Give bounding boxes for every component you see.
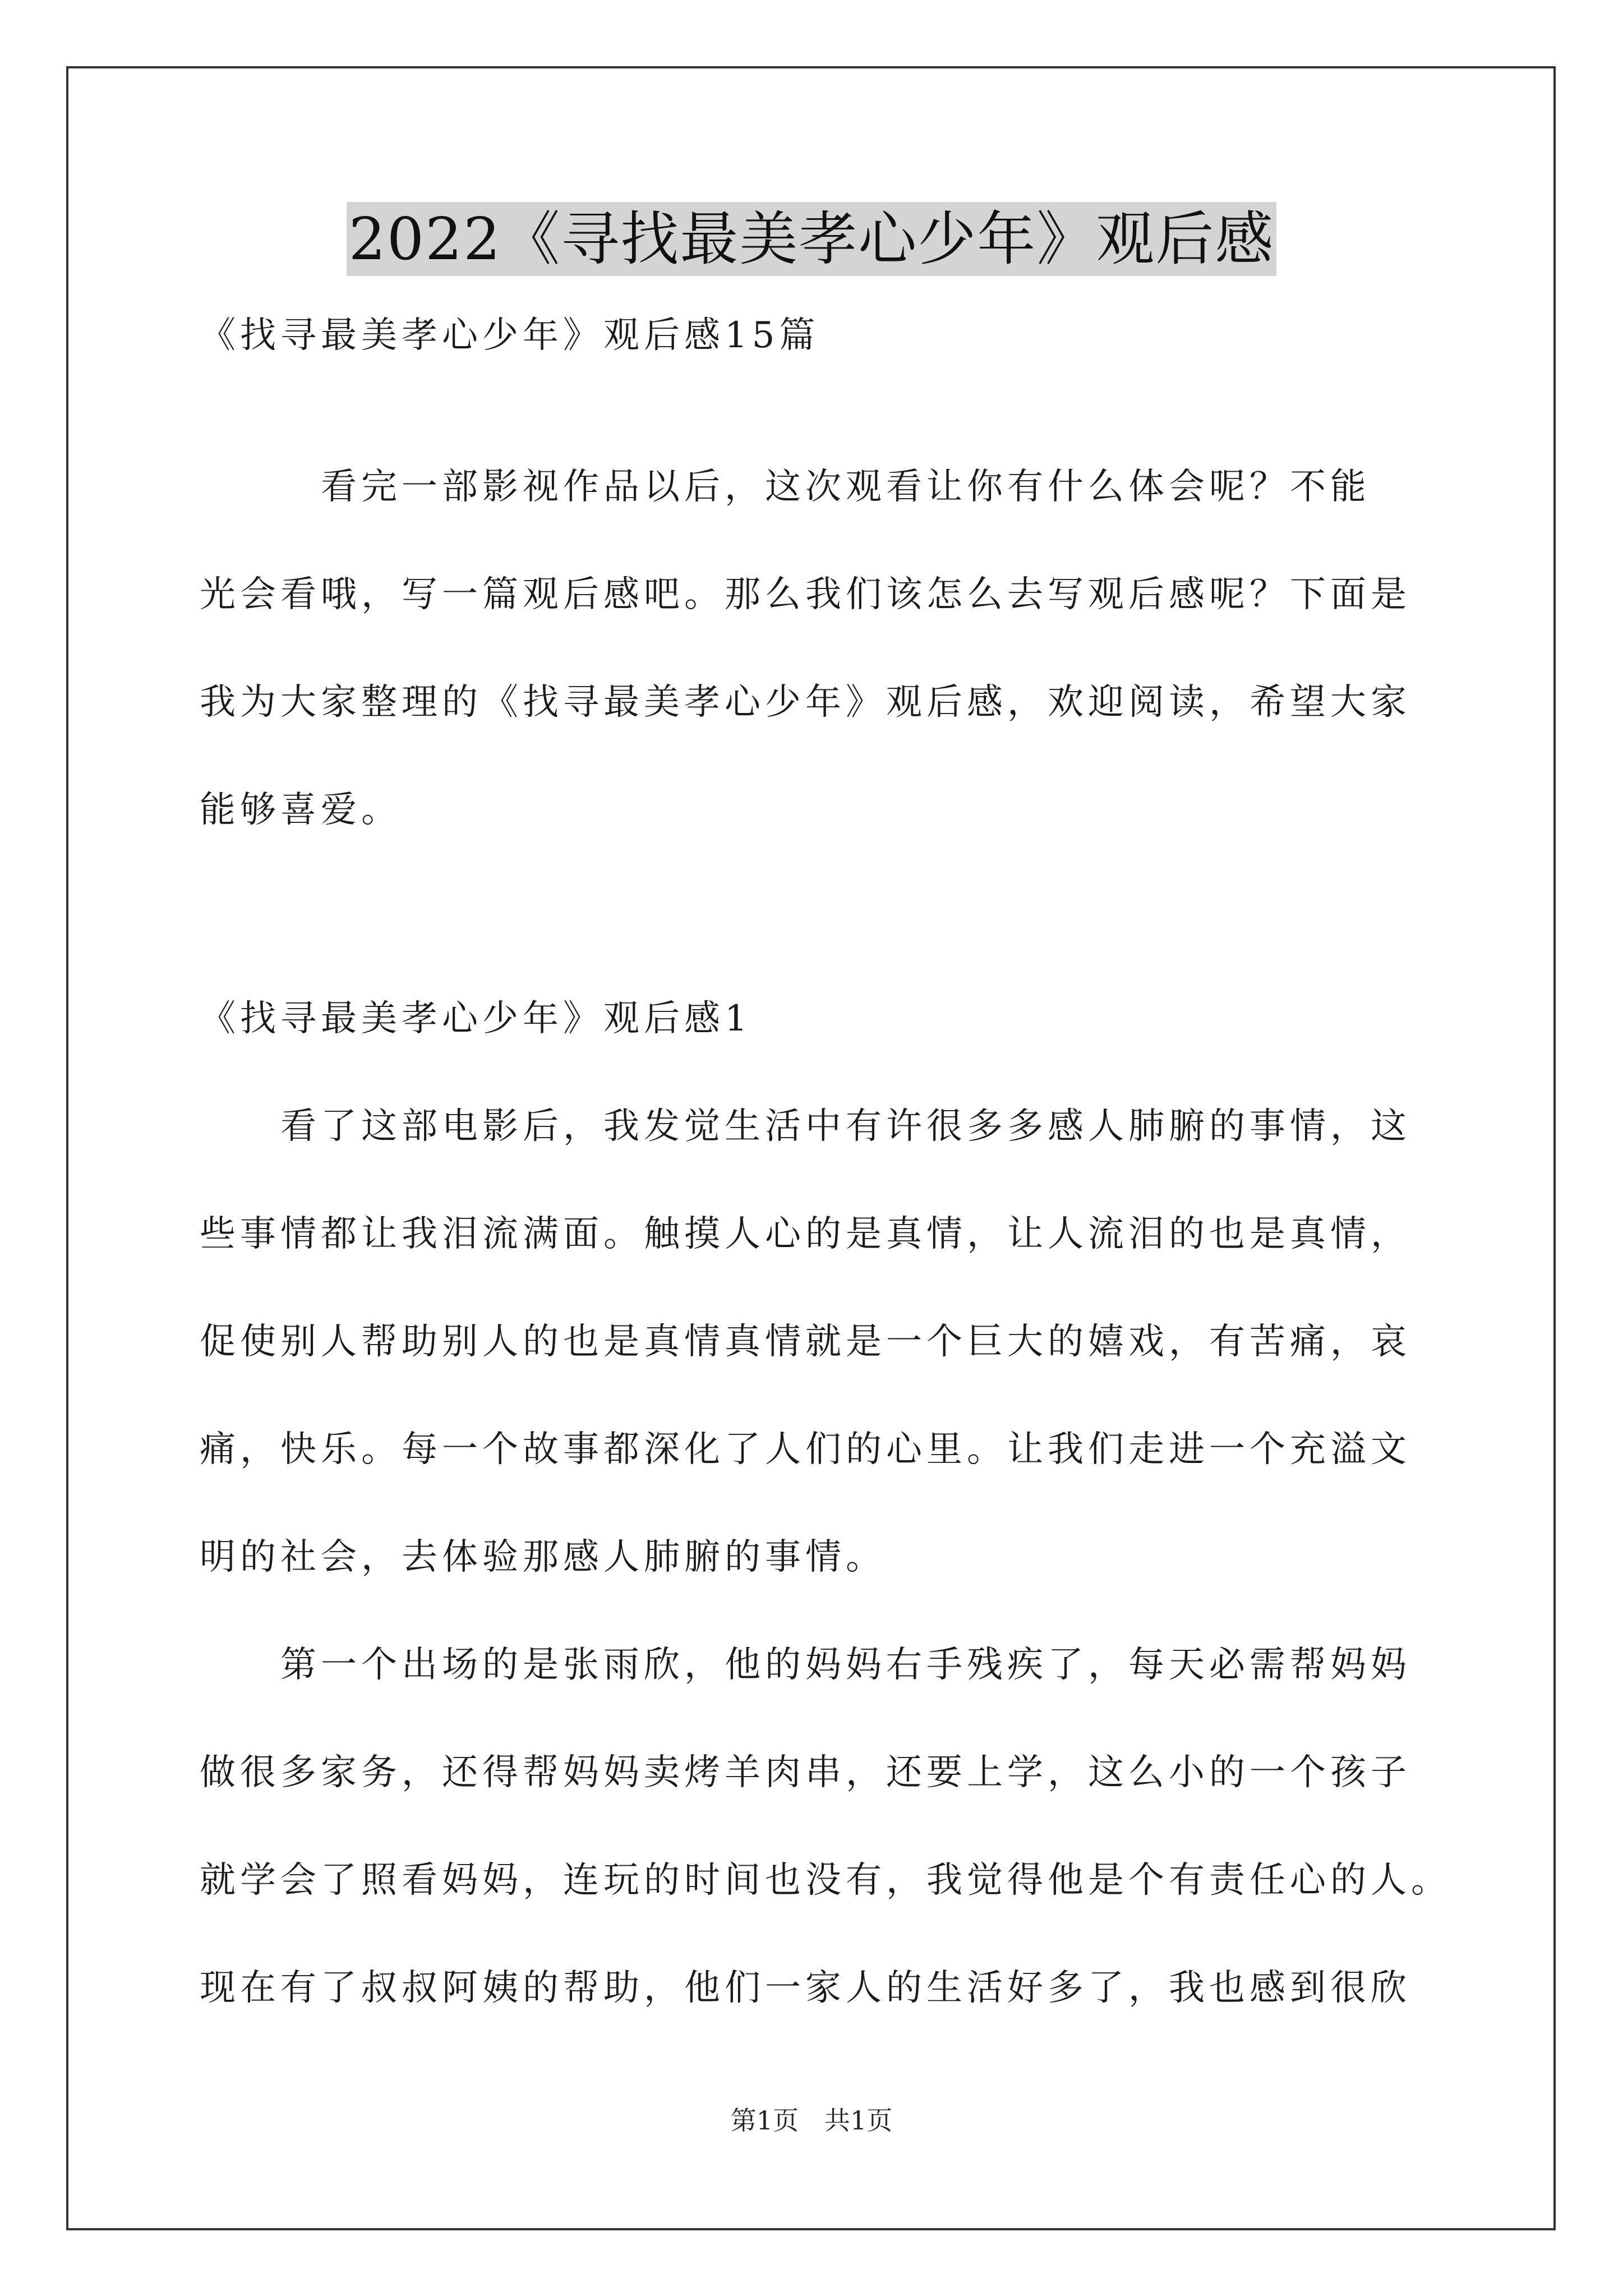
subtitle-line: 《找寻最美孝心少年》观后感15篇 xyxy=(200,315,820,356)
paragraph-line: 看完一部影视作品以后，这次观看让你有什么体会呢？不能 xyxy=(200,466,1371,508)
title-container xyxy=(0,202,1623,276)
paragraph-line: 就学会了照看妈妈，连玩的时间也没有，我觉得他是个有责任心的人。 xyxy=(200,1860,1451,1901)
paragraph-line: 明的社会，去体验那感人肺腑的事情。 xyxy=(200,1536,886,1578)
paragraph-line: 做很多家务，还得帮妈妈卖烤羊肉串，还要上学，这么小的一个孩子 xyxy=(200,1752,1411,1793)
paragraph-line: 现在有了叔叔阿姨的帮助，他们一家人的生活好多了，我也感到很欣 xyxy=(200,1967,1411,2009)
paragraph-line: 我为大家整理的《找寻最美孝心少年》观后感，欢迎阅读，希望大家 xyxy=(200,682,1411,723)
paragraph-line: 看了这部电影后，我发觉生活中有许很多多感人肺腑的事情，这 xyxy=(200,1106,1411,1147)
page-footer: 第1页 共1页 xyxy=(730,2105,893,2136)
paragraph-line: 些事情都让我泪流满面。触摸人心的是真情，让人流泪的也是真情， xyxy=(200,1213,1411,1255)
paragraph-line: 促使别人帮助别人的也是真情真情就是一个巨大的嬉戏，有苦痛，哀 xyxy=(200,1321,1411,1363)
document-title: 2022《寻找最美孝心少年》观后感 xyxy=(347,202,1277,276)
paragraph-line: 能够喜爱。 xyxy=(200,789,402,831)
paragraph-line: 光会看哦，写一篇观后感吧。那么我们该怎么去写观后感呢？下面是 xyxy=(200,574,1411,615)
section-heading: 《找寻最美孝心少年》观后感1 xyxy=(200,998,752,1039)
paragraph-line: 痛，快乐。每一个故事都深化了人们的心里。让我们走进一个充溢文 xyxy=(200,1429,1411,1470)
paragraph-line: 第一个出场的是张雨欣，他的妈妈右手残疾了，每天必需帮妈妈 xyxy=(200,1644,1411,1686)
